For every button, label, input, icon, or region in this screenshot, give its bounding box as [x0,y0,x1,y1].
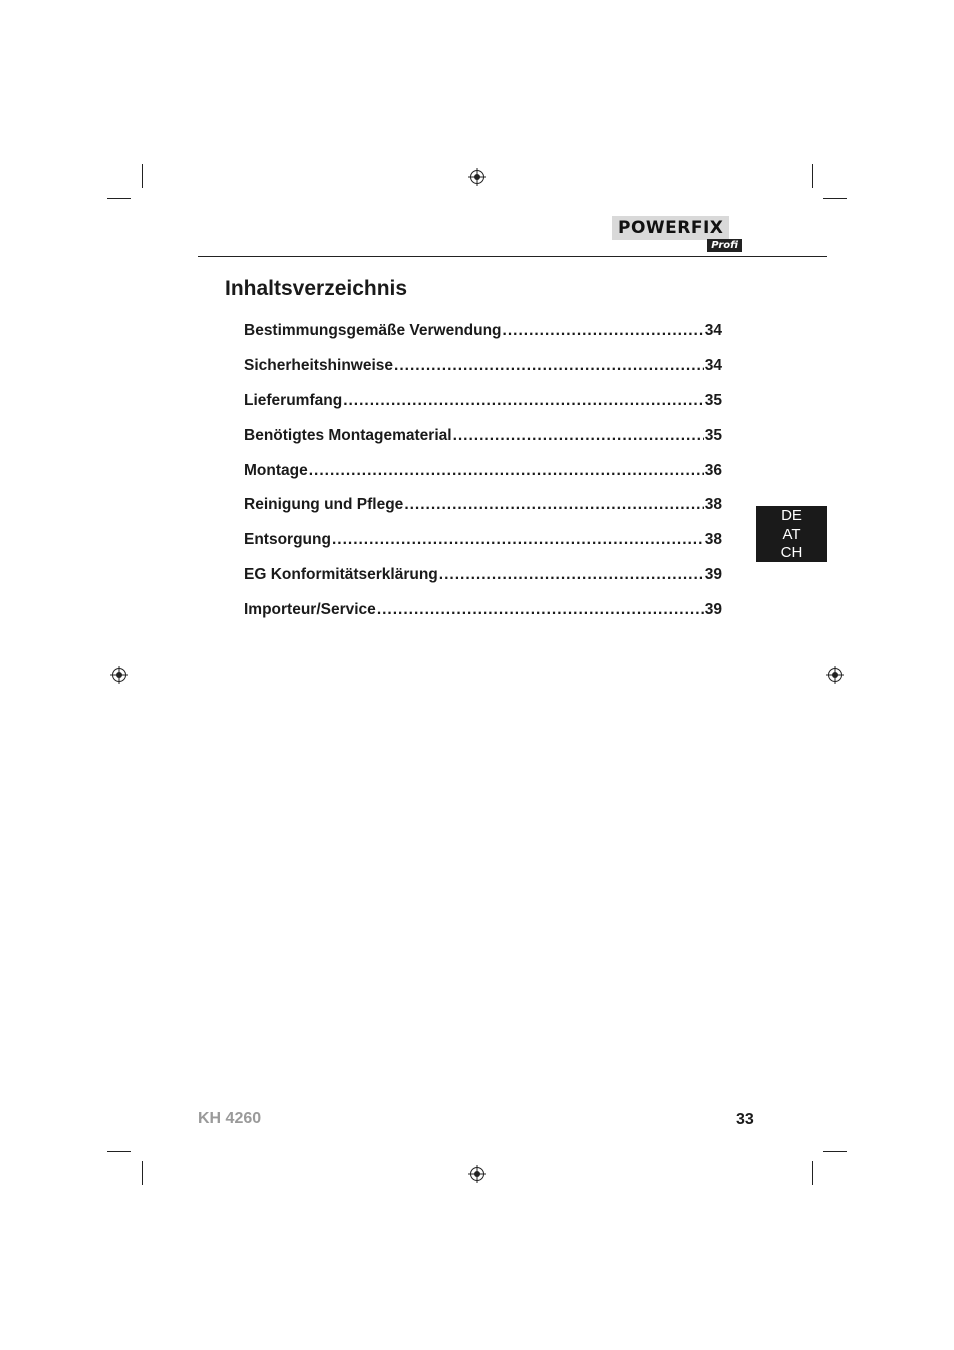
toc-entry-page: 35 [704,391,722,409]
toc-entry-label: Sicherheitshinweise [244,356,394,374]
language-code-de: DE [781,507,802,524]
toc-entry-page: 38 [704,496,722,514]
toc-entry[interactable] [244,322,722,357]
brand-name: POWERFIX [612,216,729,240]
toc-leader-dots [453,427,704,445]
toc-entry-page: 36 [704,461,722,479]
toc-entry[interactable] [244,566,722,601]
crop-mark [823,1151,847,1152]
toc-entry-label: Benötigtes Montagematerial [244,426,452,444]
toc-entry-label: Importeur/Service [244,601,376,619]
crop-mark [107,198,131,199]
crop-mark [142,1161,143,1185]
toc-leader-dots [439,566,704,584]
toc-entry-label: EG Konformitätserklärung [244,566,438,584]
model-number: KH 4260 [198,1110,262,1127]
toc-entry-label: Reinigung und Pflege [244,496,404,514]
toc-entry-label: Lieferumfang [244,391,343,409]
toc-entry[interactable] [244,357,722,392]
toc-leader-dots [309,462,704,480]
page-title: Inhaltsverzeichnis [225,277,408,300]
toc-entry-label: Entsorgung [244,531,331,549]
language-code-at: AT [782,525,801,543]
toc-leader-dots [377,601,704,619]
crop-mark [812,1161,813,1185]
crop-mark [142,164,143,188]
language-tab [756,506,827,562]
sub-brand-name: Profi [707,239,742,252]
registration-mark-icon [468,168,486,186]
header-divider [198,256,827,257]
toc-entry[interactable] [244,531,722,566]
toc-leader-dots [394,357,704,375]
toc-entry-page: 34 [704,322,722,339]
toc-entry-page: 35 [704,426,722,444]
table-of-contents [244,322,722,636]
crop-mark [107,1151,131,1152]
toc-leader-dots [503,322,704,340]
toc-entry[interactable] [244,462,722,497]
language-code-ch: CH [780,544,803,561]
toc-entry[interactable] [244,427,722,462]
brand-logo [612,216,742,254]
crop-mark [812,164,813,188]
page-number: 33 [736,1111,754,1128]
toc-entry[interactable] [244,496,722,531]
registration-mark-icon [826,666,844,684]
toc-entry-label: Bestimmungsgemäße Verwendung [244,322,502,339]
toc-entry-page: 38 [704,531,722,549]
toc-leader-dots [343,392,704,410]
toc-entry-page: 34 [704,356,722,374]
toc-entry[interactable] [244,392,722,427]
toc-leader-dots [332,531,704,549]
registration-mark-icon [110,666,128,684]
registration-mark-icon [468,1165,486,1183]
toc-entry-page: 39 [704,566,722,584]
toc-leader-dots [404,496,703,514]
toc-entry-page: 39 [704,601,722,619]
crop-mark [823,198,847,199]
toc-entry[interactable] [244,601,722,636]
toc-entry-label: Montage [244,461,308,479]
